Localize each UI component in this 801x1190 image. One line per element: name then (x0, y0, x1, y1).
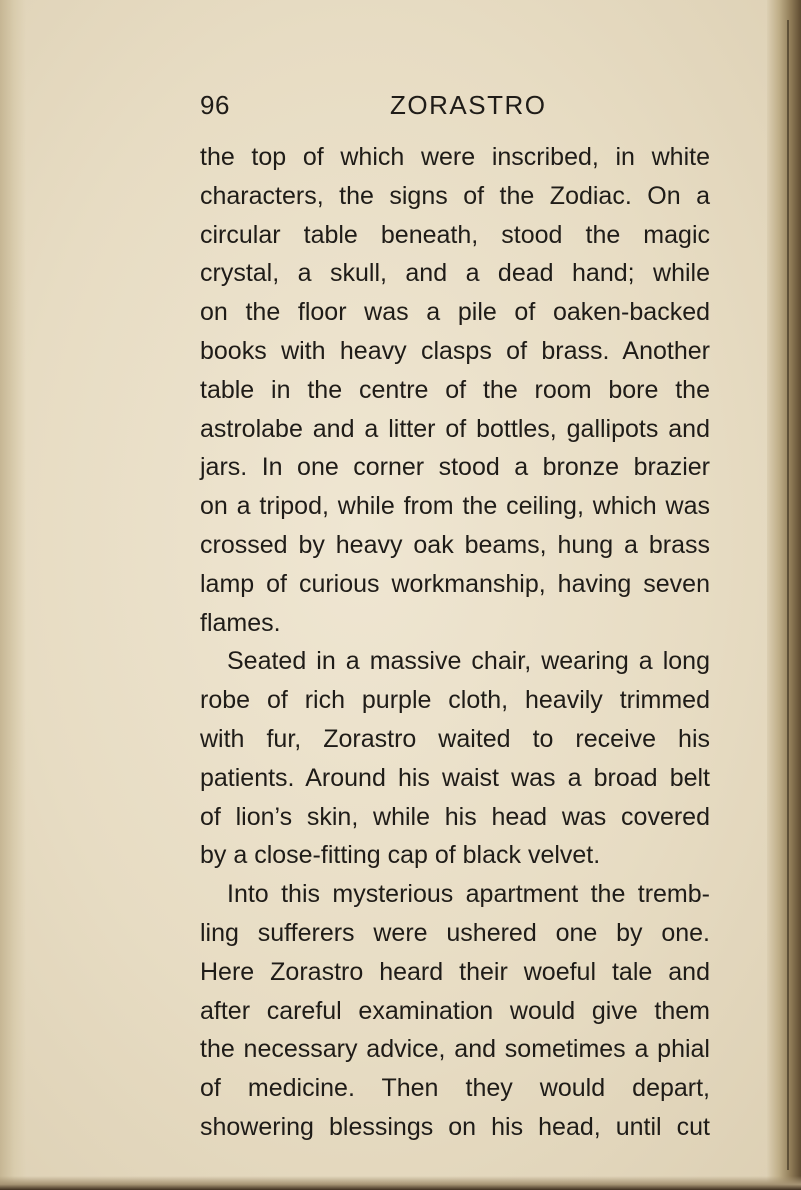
page-bottom-edge (0, 1176, 801, 1190)
text-line: flames. (200, 608, 281, 637)
text-line: on the floor was a pile of oaken-backed (200, 298, 710, 327)
text-line: the top of which were inscribed, in white (200, 143, 710, 171)
text-line: after careful examination would give them (200, 996, 710, 1025)
text-line: crossed by heavy oak beams, hung a brass (200, 530, 710, 559)
book-spine-edge (767, 0, 801, 1190)
page-left-edge (0, 0, 26, 1190)
running-header (200, 90, 760, 128)
text-line: books with heavy clasps of brass. Another (200, 336, 710, 365)
text-line: Here Zorastro heard their woeful tale and (200, 957, 710, 986)
text-line: table in the centre of the room bore the (200, 375, 710, 404)
text-line: showering blessings on his head, until cut (200, 1112, 710, 1141)
text-line: ling sufferers were ushered one by one. (200, 918, 710, 947)
running-title: ZORASTRO (390, 90, 547, 120)
text-line: the necessary advice, and sometimes a phial (200, 1035, 710, 1064)
text-line: by a close-fitting cap of black velvet. (200, 841, 601, 870)
text-line: crystal, a skull, and a dead hand; while (200, 259, 710, 288)
text-line: jars. In one corner stood a bronze brazier (200, 453, 710, 482)
text-line: astrolabe and a litter of bottles, gallipots and (200, 414, 710, 443)
text-line: lamp of curious workmanship, having seven (200, 569, 710, 598)
text-line: patients. Around his waist was a broad belt (200, 763, 710, 792)
text-line: with fur, Zorastro waited to receive his (200, 724, 710, 753)
text-line: characters, the signs of the Zodiac. On a (200, 181, 710, 210)
spine-shadow-rule (787, 20, 789, 1170)
text-line: on a tripod, while from the ceiling, which was (200, 492, 710, 521)
text-line: of medicine. Then they would depart, (200, 1074, 710, 1103)
text-line: Into this mysterious apartment the tremb- (227, 880, 710, 909)
text-line: robe of rich purple cloth, heavily trimmed (200, 686, 710, 715)
text-line: of lion’s skin, while his head was covered (200, 802, 710, 831)
text-line: circular table beneath, stood the magic (200, 220, 710, 249)
text-line: Seated in a massive chair, wearing a long (227, 647, 710, 676)
body-text (200, 138, 710, 1147)
page-number: 96 (200, 90, 230, 120)
